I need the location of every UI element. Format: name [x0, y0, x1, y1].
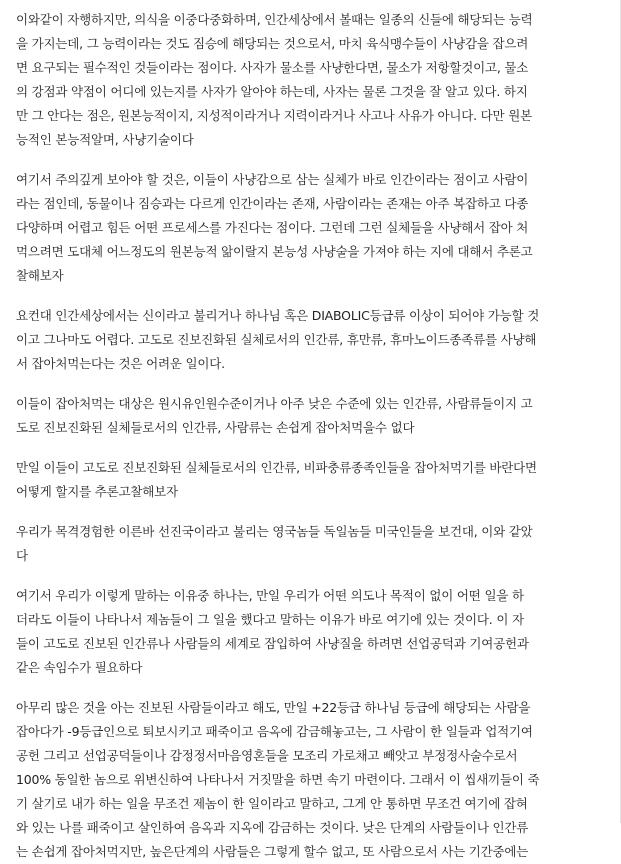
text-line: 여기서 주의깊게 보아야 할 것은, 이들이 사냥감으로 삼는 실체가 바로 인간이라는 점이고 사람이: [16, 172, 529, 187]
text-line: 우리가 목격경험한 이른바 선진국이라고 불리는 영국놈들 독일놈들 미국인들을 보건대, 이와 같았: [16, 524, 533, 539]
text-line: 다: [16, 548, 28, 563]
text-line: 요컨대 인간세상에서는 신이라고 불리거나 하나님 혹은 DIABOLIC등급류 이상이 되어야 가능할 것: [16, 308, 540, 323]
text-line: 찰해보자: [16, 268, 64, 283]
text-line: 다양하며 어렵고 힘든 어떤 프로세스를 가진다는 점이다. 그런데 그런 실체들을 사냥해서 잡아 처: [16, 220, 529, 235]
text-line: 아무리 많은 것을 아는 진보된 사람들이라고 해도, 만일 +22등급 하나님 등급에 해당되는 사람을: [16, 700, 531, 715]
text-line: 이고 그나마도 어렵다. 고도로 진보진화된 실체로서의 인간류, 휴만류, 휴마노이드종족류를 사냥해: [16, 332, 537, 347]
text-line: 들이 고도로 진보된 인간류나 사람들의 세계로 잠입하여 사냥질을 하려면 선업공덕과 기여공헌과: [16, 636, 529, 651]
text-line: 잡아다가 -9등급인으로 퇴보시키고 패죽이고 음옥에 감금해놓고는, 그 사람이 한 일들과 업적기여: [16, 724, 533, 739]
paragraph: [16, 456, 612, 504]
text-line: 와 있는 나를 패죽이고 살인하여 음옥과 지옥에 감금하는 것이다. 낮은 단계의 사람들이나 인간류: [16, 820, 529, 835]
paragraph: [16, 392, 612, 440]
text-line: 는 손쉽게 잡아처먹지만, 높은단계의 사람들은 그렇게 할수 없고, 또 사람으로서 사는 기간중에는: [16, 844, 529, 859]
text-line: 이와같이 자행하지만, 의식을 이중다중화하며, 인간세상에서 볼때는 일종의 신들에 해당되는 능력: [16, 12, 533, 27]
text-line: 면 요구되는 필수적인 것들이라는 점이다. 사자가 물소를 사냥한다면, 물소가 저항할것이고, 물소: [16, 60, 529, 75]
text-line: 먹으려면 도대체 어느정도의 원본능적 앎이랄지 본능성 사냥술을 가져야 하는 지에 대해서 추론고: [16, 244, 533, 259]
text-line: 공헌 그리고 선업공덕들이나 감정정서마음영혼들을 모조리 가로채고 빼앗고 부정정사술수로서: [16, 748, 518, 763]
text-line: 어떻게 할지를 추론고찰해보자: [16, 484, 178, 499]
paragraph: [16, 520, 612, 568]
paragraph: [16, 696, 612, 864]
text-line: 의 강점과 약점이 어디에 있는지를 사자가 알아야 하는데, 사자는 물론 그것을 잘 알고 있다. 하지: [16, 84, 528, 99]
text-line: 을 가지는데, 그 능력이라는 것도 짐승에 해당되는 것으로서, 마치 육식맹수들이 사냥감을 잡으려: [16, 36, 529, 51]
text-line: 라는 점인데, 동물이나 짐승과는 다르게 인간이라는 존재, 사람이라는 존재는 아주 복잡하고 다종: [16, 196, 529, 211]
text-line: 더라도 이들이 나타나서 제놈들이 그 일을 했다고 말하는 이유가 바로 여기에 있는 것이다. 이 자: [16, 612, 524, 627]
text-line: 기 살기로 내가 하는 일을 무조건 제놈이 한 일이라고 말하고, 그게 안 통하면 무조건 여기에 잡혀: [16, 796, 528, 811]
paragraph: [16, 8, 612, 152]
text-line: 같은 속임수가 필요하다: [16, 660, 143, 675]
text-line: 여기서 우리가 이렇게 말하는 이유중 하나는, 만일 우리가 어떤 의도나 목적이 없이 어떤 일을 하: [16, 588, 524, 603]
text-line: 이들이 잡아처먹는 대상은 원시유인원수준이거나 아주 낮은 수준에 있는 인간류, 사람류들이지 고: [16, 396, 533, 411]
text-line: 만일 이들이 고도로 진보진화된 실체들로서의 인간류, 비파충류종족인들을 잡아처먹기를 바란다면: [16, 460, 537, 475]
paragraph: [16, 168, 612, 288]
text-line: 능적인 본능적알며, 사냥기술이다: [16, 132, 194, 147]
text-line: 도로 진보진화된 실체들로서의 인간류, 사람류는 손쉽게 잡아처먹을수 없다: [16, 420, 415, 435]
paragraph: [16, 304, 612, 376]
text-line: 서 잡아처먹는다는 것은 어려운 일이다.: [16, 356, 225, 371]
text-line: 만 그 안다는 점은, 원본능적이지, 지성적이라거나 지력이라거나 사고나 사유가 아니다. 다만 원본: [16, 108, 532, 123]
paragraph: [16, 584, 612, 680]
document-body: [16, 8, 612, 864]
text-line: 100% 동일한 놈으로 위변신하여 나타나서 거짓말을 하면 속기 마련이다. 그래서 이 씹새끼들이 죽: [16, 772, 540, 787]
